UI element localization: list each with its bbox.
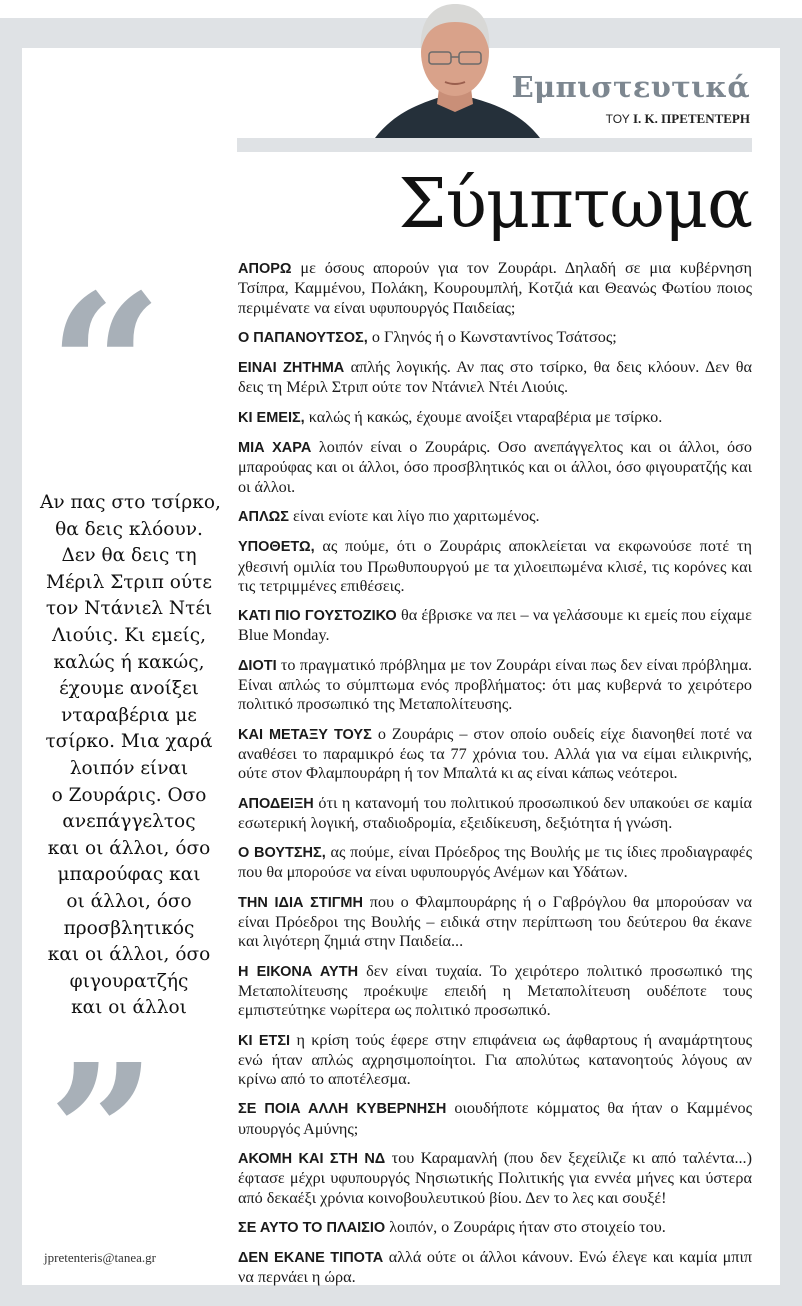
pull-quote-line: Δεν θα δεις τη — [61, 545, 197, 567]
paragraph-lead: ΔΙΟΤΙ — [238, 657, 277, 674]
paragraph-text: θα έβρισκε να πει – να γελάσουμε κι εμείς που είχαμε Blue Monday. — [238, 606, 752, 645]
paragraph-lead: ΕΙΝΑΙ ΖΗΤΗΜΑ — [238, 360, 345, 377]
article-paragraph — [238, 408, 752, 428]
paragraph-text: ο Ζουράρις – στον οποίο ουδείς είχε διανοηθεί ποτέ να αναθέσει το παραμικρό έως τα 77 χρόνια του. Αλλά για να είμαι ειλικρινής, ούτε στον Φλαμπουράρη ή τον Μπαλτά κι ας είναι κάπως νεότεροι. — [238, 724, 752, 783]
pull-quote-line: και οι άλλοι — [71, 997, 187, 1019]
author-email-link[interactable]: jpretenteris@tanea.gr — [44, 1250, 156, 1265]
paragraph-text: του Καραμανλή (που δεν ξεχείλιζε κι από ταλέντα...) έφτασε μέχρι υφυπουργός Νησιωτικής Πολιτικής για εννέα μήνες και ύστερα από δεκαέξι χρόνια κοινοβουλευτικού βίου. Δεν το λες και σουξέ! — [238, 1148, 752, 1207]
article-paragraph — [238, 794, 752, 834]
article-paragraph — [238, 843, 752, 883]
pull-quote-line: λοιπόν είναι — [69, 757, 189, 779]
paragraph-lead: ΑΚΟΜΗ ΚΑΙ ΣΤΗ ΝΔ — [238, 1150, 386, 1167]
open-quote-icon: “ — [48, 251, 164, 486]
paragraph-lead: ΑΠΟΡΩ — [238, 261, 292, 277]
byline-prefix: ΤΟΥ — [605, 112, 630, 126]
paragraph-text: η κρίση τούς έφερε στην επιφάνεια ως άφθαρτους ή αναμάρτητους ενώ ήταν απλώς αχρησιμοποίητοι. Για απολύτως κατανοητούς λόγους αν κρίνω από το αποτέλεσμα. — [238, 1030, 752, 1089]
paragraph-text: οιουδήποτε κόμματος θα ήταν ο Καμμένος υπουργός Αμύνης; — [238, 1099, 752, 1138]
paragraph-text: είναι ενίοτε και λίγο πιο χαριτωμένος. — [288, 506, 540, 525]
paragraph-text: ότι η κατανομή του πολιτικού προσωπικού δεν υπακούει σε καμία εσωτερική λογική, σταδιοδρομία, εξειδίκευση, δεξιότητα ή γνώση. — [238, 793, 752, 832]
article-paragraph — [238, 656, 752, 715]
article-paragraph — [238, 1218, 752, 1238]
paragraph-text: αλλά ούτε οι άλλοι κάνουν. Ενώ έλεγε και καμία μπιπ να περνάει η ώρα. — [238, 1248, 752, 1287]
paragraph-lead: ΚΙ ΕΤΣΙ — [238, 1032, 291, 1049]
header-divider — [237, 138, 752, 152]
pull-quote-line: έχουμε ανοίξει — [59, 678, 199, 700]
paragraph-lead: Ο ΒΟΥΤΣΗΣ, — [238, 845, 326, 862]
article-paragraph — [238, 537, 752, 596]
article-paragraph — [238, 358, 752, 398]
pull-quote-line: Μέριλ Στριπ ούτε — [46, 571, 212, 593]
paragraph-text: καλώς ή κακώς, έχουμε ανοίξει νταραβέρια με τσίρκο. — [304, 407, 663, 426]
pull-quote-line: και οι άλλοι, όσο — [47, 837, 211, 859]
pull-quote-line: τσίρκο. Μια χαρά — [45, 731, 213, 753]
article-paragraph — [238, 1149, 752, 1208]
paragraph-lead: ΜΙΑ ΧΑΡΑ — [238, 440, 312, 457]
paragraph-lead: ΑΠΛΩΣ — [238, 508, 289, 525]
article-paragraph — [238, 438, 752, 497]
page-frame-right — [780, 18, 802, 1306]
paragraph-text: με όσους απορούν για τον Ζουράρι. Δηλαδή σε μια κυβέρνηση Τσίπρα, Καμμένου, Πολάκη, Κουρουμπλή, Κοτζιά και Θεανώς Φωτίου ποιος περιμένατε να είναι υφυπουργός Παιδείας; — [238, 259, 752, 317]
author-name: Ι. Κ. ΠΡΕΤΕΝΤΕΡΗ — [632, 111, 750, 126]
article-paragraph — [238, 1248, 752, 1288]
article-paragraph — [238, 259, 752, 318]
paragraph-text: απλής λογικής. Αν πας στο τσίρκο, θα δεις κλόουν. Δεν θα δεις τη Μέριλ Στριπ ούτε τον Ντάνιελ Ντέι Λιούις. — [238, 358, 752, 397]
article-body — [238, 259, 752, 1298]
pull-quote-line: και οι άλλοι, όσο — [47, 944, 211, 966]
paragraph-text: ο Γληνός ή ο Κωνσταντίνος Τσάτσος; — [367, 327, 617, 346]
paragraph-lead: ΥΠΟΘΕΤΩ, — [238, 539, 315, 556]
pull-quote-line: φιγουρατζής — [69, 970, 189, 992]
pull-quote-line: Λιούις. Κι εμείς, — [51, 624, 207, 646]
article-paragraph — [238, 606, 752, 646]
pull-quote-line: τον Ντάνιελ Ντέι — [45, 598, 213, 620]
article-paragraph — [238, 962, 752, 1021]
paragraph-text: το πραγματικό πρόβλημα με τον Ζουράρι είναι πως δεν είναι πρόβλημα. Είναι απλώς το σύμπτωμα ενός προβλήματος: ότι μας κυβερνά το χειρότερο πολιτικό προσωπικό της Μεταπολίτευσης. — [238, 655, 752, 714]
pull-quote-line: Αν πας στο τσίρκο, — [40, 492, 221, 513]
close-quote-icon: ” — [48, 1023, 157, 1244]
author-photo — [365, 0, 545, 138]
page-frame-left — [0, 18, 22, 1306]
column-name: Εμπιστευτικά — [511, 70, 750, 104]
paragraph-text: λοιπόν, ο Ζουράρις ήταν στο στοιχείο του. — [385, 1217, 666, 1236]
byline — [606, 111, 750, 127]
paragraph-text: δεν είναι τυχαία. Το χειρότερο πολιτικό προσωπικό της Μεταπολίτευσης προέκυψε επειδή η Μεταπολίτευση ουδέποτε τους εμπιστεύτηκε νωρίτερα ως πολιτικό προσωπικό. — [238, 961, 752, 1020]
pull-quote — [40, 490, 221, 1022]
paragraph-text: που ο Φλαμπουράρης ή ο Γαβρόγλου θα μπορούσαν να είναι Πρόεδροι της Βουλής – ειδικά στην περίπτωση του δεύτερου θα έκανε και λιγότερη ζημιά στην Παιδεία... — [238, 892, 752, 951]
paragraph-lead: ΚΙ ΕΜΕΙΣ, — [238, 409, 305, 426]
pull-quote-line: νταραβέρια με — [61, 704, 197, 726]
pull-quote-line: οι άλλοι, όσο — [66, 890, 192, 912]
pull-quote-line: μπαρούφας και — [57, 864, 201, 886]
pull-quote-line: καλώς ή κακώς, — [53, 651, 205, 673]
paragraph-lead: ΣΕ ΑΥΤΟ ΤΟ ΠΛΑΙΣΙΟ — [238, 1219, 386, 1236]
paragraph-lead: ΣΕ ΠΟΙΑ ΑΛΛΗ ΚΥΒΕΡΝΗΣΗ — [238, 1101, 447, 1118]
pull-quote-line: ανεπάγγελτος — [62, 811, 196, 833]
article-paragraph — [238, 893, 752, 952]
pull-quote-line: θα δεις κλόουν. — [55, 518, 203, 540]
article-paragraph — [238, 1099, 752, 1139]
paragraph-lead: Ο ΠΑΠΑΝΟΥΤΣΟΣ, — [238, 329, 368, 346]
paragraph-lead: ΤΗΝ ΙΔΙΑ ΣΤΙΓΜΗ — [238, 894, 363, 911]
paragraph-text: ας πούμε, είναι Πρόεδρος της Βουλής με τις ίδιες προδιαγραφές που θα μπορούσε να είναι υφυπουργός Ανέμων και Υδάτων. — [238, 843, 752, 882]
paragraph-lead: Η ΕΙΚΟΝΑ ΑΥΤΗ — [238, 963, 359, 980]
article-paragraph — [238, 1031, 752, 1090]
article-paragraph — [238, 507, 752, 527]
article-title: Σύμπτωμα — [398, 165, 752, 244]
article-paragraph — [238, 328, 752, 348]
paragraph-text: λοιπόν είναι ο Ζουράρις. Οσο ανεπάγγελτος και οι άλλοι, όσο μπαρούφας και οι άλλοι, όσο προσβλητικός και οι άλλοι, όσο φιγουρατζής και οι άλλοι. — [238, 438, 752, 496]
pull-quote-line: προσβλητικός — [63, 917, 195, 939]
article-paragraph — [238, 725, 752, 784]
pull-quote-line: ο Ζουράρις. Οσο — [51, 784, 207, 806]
paragraph-text: ας πούμε, ότι ο Ζουράρις αποκλείεται να εκφωνούσε ποτέ τη χθεσινή ομιλία του Πρωθυπουργού με τα χιλοειπωμένα κλισέ, τις κορόνες και τις τετριμμένες επιθέσεις. — [238, 537, 752, 595]
paragraph-lead: ΔΕΝ ΕΚΑΝΕ ΤΙΠΟΤΑ — [238, 1250, 384, 1267]
paragraph-lead: ΚΑΤΙ ΠΙΟ ΓΟΥΣΤΟΖΙΚΟ — [238, 608, 397, 625]
paragraph-lead: ΚΑΙ ΜΕΤΑΞΥ ΤΟΥΣ — [238, 726, 372, 743]
paragraph-lead: ΑΠΟΔΕΙΞΗ — [238, 795, 314, 812]
